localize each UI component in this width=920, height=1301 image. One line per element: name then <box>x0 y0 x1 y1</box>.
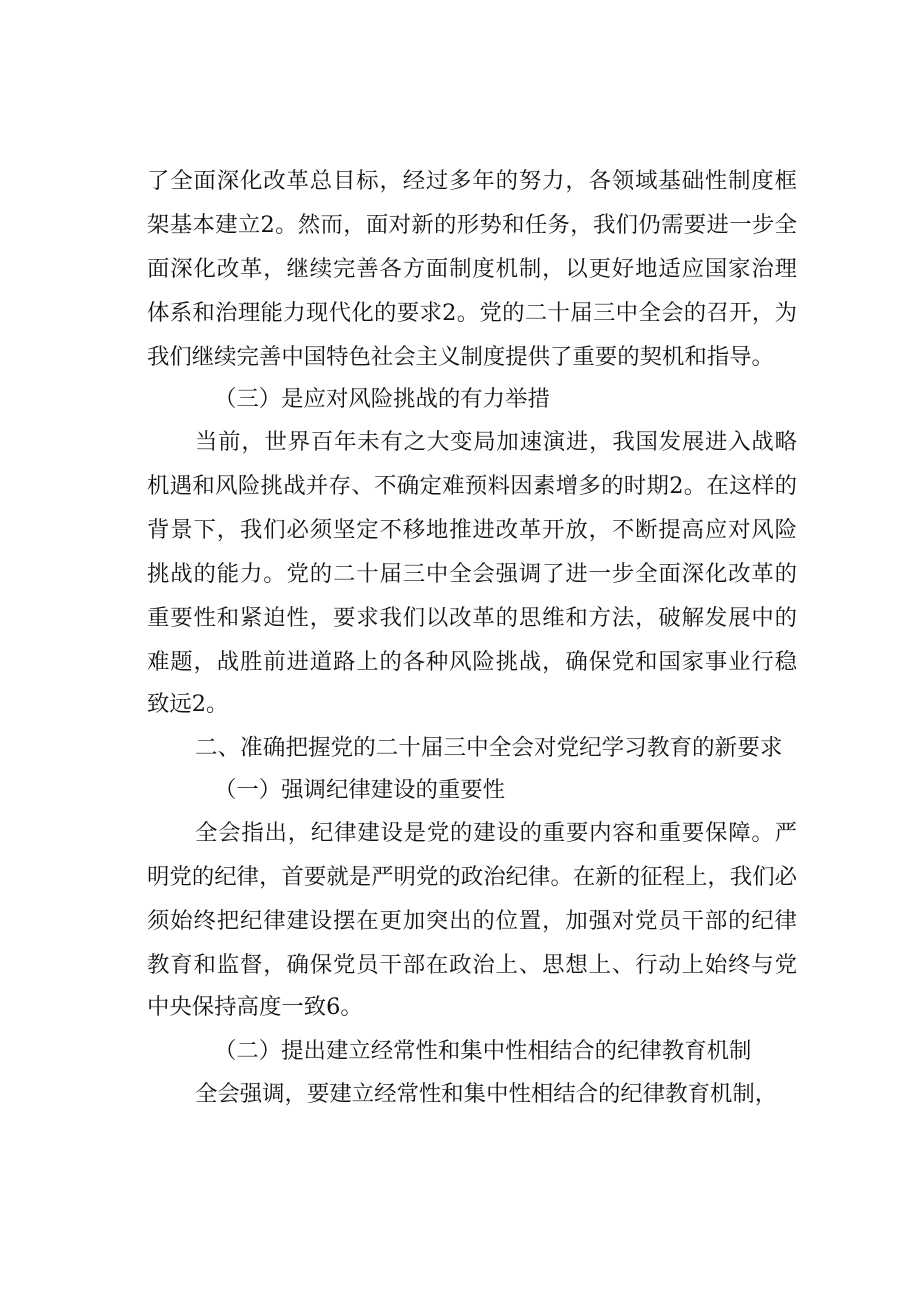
paragraph-line: 须始终把纪律建设摆在更加突出的位置，加强对党员干部的纪律 <box>147 908 797 934</box>
paragraph-line: 我们继续完善中国特色社会主义制度提供了重要的契机和指导。 <box>147 344 774 370</box>
paragraph-line: 挑战的能力。党的二十届三中全会强调了进一步全面深化改革的 <box>147 561 797 587</box>
paragraph-line: 教育和监督，确保党员干部在政治上、思想上、行动上始终与党 <box>147 952 797 978</box>
paragraph-line: 架基本建立2。然而，面对新的形势和任务，我们仍需要进一步全 <box>147 212 797 238</box>
paragraph-line: 难题，战胜前进道路上的各种风险挑战，确保党和国家事业行稳 <box>147 649 797 675</box>
paragraph-line: 当前，世界百年未有之大变局加速演进，我国发展进入战略 <box>195 429 797 455</box>
section-heading: 二、准确把握党的二十届三中全会对党纪学习教育的新要求 <box>195 735 783 761</box>
subsection-heading: （三）是应对风险挑战的有力举措 <box>214 386 550 412</box>
paragraph-line: 体系和治理能力现代化的要求2。党的二十届三中全会的召开，为 <box>147 300 797 326</box>
subsection-heading: （二）提出建立经常性和集中性相结合的纪律教育机制 <box>214 1038 752 1064</box>
paragraph-line: 致远2。 <box>147 691 229 717</box>
paragraph-line: 明党的纪律，首要就是严明党的政治纪律。在新的征程上，我们必 <box>147 864 797 890</box>
paragraph-line: 面深化改革，继续完善各方面制度机制，以更好地适应国家治理 <box>147 256 797 282</box>
paragraph-line: 了全面深化改革总目标，经过多年的努力，各领域基础性制度框 <box>147 168 797 194</box>
paragraph-line: 全会指出，纪律建设是党的建设的重要内容和重要保障。严 <box>195 820 797 846</box>
paragraph-line: 中央保持高度一致6。 <box>147 994 363 1020</box>
paragraph-line: 重要性和紧迫性，要求我们以改革的思维和方法，破解发展中的 <box>147 605 797 631</box>
subsection-heading: （一）强调纪律建设的重要性 <box>214 777 506 803</box>
paragraph-line: 全会强调，要建立经常性和集中性相结合的纪律教育机制， <box>195 1081 778 1107</box>
paragraph-line: 背景下，我们必须坚定不移地推进改革开放，不断提高应对风险 <box>147 517 797 543</box>
paragraph-line: 机遇和风险挑战并存、不确定难预料因素增多的时期2。在这样的 <box>147 473 797 499</box>
